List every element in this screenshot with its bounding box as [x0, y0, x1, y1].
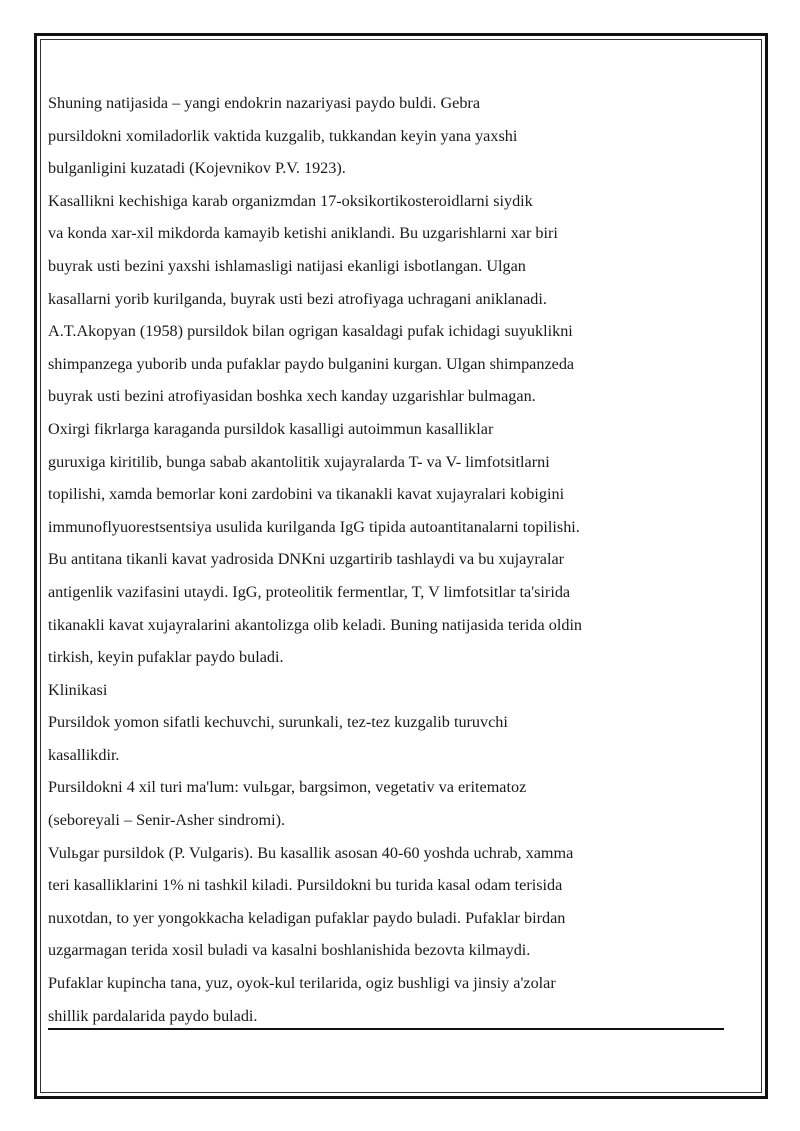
text-line: Pursildok yomon sifatli kechuvchi, surunkali, tez-tez kuzgalib turuvchi [48, 713, 508, 732]
text-line: Kasallikni kechishiga karab organizmdan 17-oksikortikosteroidlarni siydik [48, 191, 533, 210]
text-line: nuxotdan, to yer yongokkacha keladigan pufaklar paydo buladi. Pufaklar birdan [48, 908, 566, 927]
text-line: Bu antitana tikanli kavat yadrosida DNKni uzgartirib tashlaydi va bu xujayralar [48, 550, 565, 569]
text-line: guruxiga kiritilib, bunga sabab akantolitik xujayralarda T- va V- limfotsitlarni [48, 452, 550, 471]
text-line: Shuning natijasida – yangi endokrin nazariyasi paydo buldi. Gebra [48, 94, 481, 112]
section-heading: Klinikasi [48, 680, 108, 699]
text-line: (seboreyali – Senir-Asher sindromi). [48, 811, 286, 830]
text-line: immunoflyuorestsentsiya usulida kurilganda IgG tipida autoantitanalarni topilishi. [48, 517, 580, 536]
document-body [48, 87, 738, 1032]
text-line: shimpanzega yuborib unda pufaklar paydo bulganini kurgan. Ulgan shimpanzeda [48, 354, 575, 373]
text-line: shillik pardalarida paydo buladi. [48, 1006, 258, 1025]
text-line: Vulьgar pursildok (P. Vulgaris). Bu kasallik asosan 40-60 yoshda uchrab, xamma [48, 843, 574, 862]
footer-divider [48, 1028, 724, 1030]
text-line: buyrak usti bezini yaxshi ishlamasligi natijasi ekanligi isbotlangan. Ulgan [48, 256, 526, 275]
text-line: uzgarmagan terida xosil buladi va kasalni boshlanishida bezovta kilmaydi. [48, 941, 531, 960]
text-line: va konda xar-xil mikdorda kamayib ketishi aniklandi. Bu uzgarishlarni xar biri [48, 224, 558, 243]
text-line: bulganligini kuzatadi (Kojevnikov P.V. 1923). [48, 159, 346, 178]
text-line: tikanakli kavat xujayralarini akantolizga olib keladi. Buning natijasida terida oldin [48, 615, 583, 634]
text-line: antigenlik vazifasini utaydi. IgG, proteolitik fermentlar, T, V limfotsitlar ta'sirida [48, 582, 571, 601]
text-line: Pufaklar kupincha tana, yuz, oyok-kul terilarida, ogiz bushligi va jinsiy a'zolar [48, 974, 556, 993]
text-line: pursildokni xomiladorlik vaktida kuzgalib, tukkandan keyin yana yaxshi [48, 126, 518, 145]
text-line: teri kasalliklarini 1% ni tashkil kiladi. Pursildokni bu turida kasal odam terisida [48, 876, 563, 895]
text-line: topilishi, xamda bemorlar koni zardobini va tikanakli kavat xujayralari kobigini [48, 485, 565, 504]
text-line: buyrak usti bezini atrofiyasidan boshka xech kanday uzgarishlar bulmagan. [48, 387, 536, 406]
text-line: Pursildokni 4 xil turi ma'lum: vulьgar, bargsimon, vegetativ va eritematoz [48, 778, 527, 797]
text-line: tirkish, keyin pufaklar paydo buladi. [48, 648, 284, 667]
text-line: kasallarni yorib kurilganda, buyrak usti bezi atrofiyaga uchragani aniklanadi. [48, 289, 547, 308]
text-line: kasallikdir. [48, 745, 120, 764]
text-line: A.T.Akopyan (1958) pursildok bilan ogrigan kasaldagi pufak ichidagi suyuklikni [48, 322, 573, 341]
text-line: Oxirgi fikrlarga karaganda pursildok kasalligi autoimmun kasalliklar [48, 419, 494, 438]
